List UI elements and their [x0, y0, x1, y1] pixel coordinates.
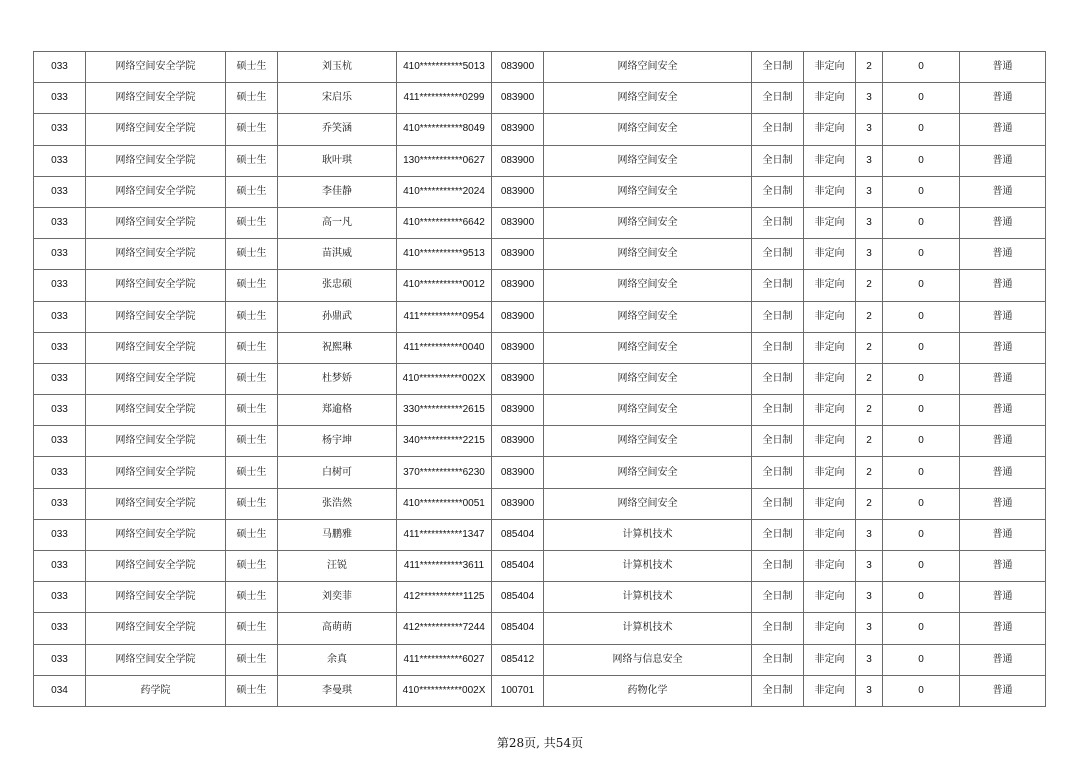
cell-col-b: 0 [883, 114, 960, 145]
cell-col-b: 0 [883, 301, 960, 332]
cell-col-a: 2 [856, 332, 883, 363]
cell-col-b: 0 [883, 332, 960, 363]
table-row [34, 426, 1046, 457]
table-row [34, 613, 1046, 644]
cell-id-number: 410***********6642 [397, 207, 492, 238]
cell-study-mode: 全日制 [752, 207, 804, 238]
cell-major-name: 网络空间安全 [544, 426, 752, 457]
cell-col-b: 0 [883, 519, 960, 550]
cell-unit-code: 033 [34, 270, 86, 301]
cell-name: 郑逾格 [278, 395, 397, 426]
cell-category: 普通 [960, 114, 1046, 145]
cell-major-name: 网络空间安全 [544, 332, 752, 363]
cell-placement-type: 非定向 [804, 551, 856, 582]
cell-school: 网络空间安全学院 [86, 207, 226, 238]
cell-degree-level: 硕士生 [226, 551, 278, 582]
cell-category: 普通 [960, 582, 1046, 613]
cell-col-b: 0 [883, 52, 960, 83]
cell-major-code: 083900 [492, 52, 544, 83]
cell-major-code: 083900 [492, 83, 544, 114]
cell-unit-code: 033 [34, 114, 86, 145]
cell-col-b: 0 [883, 207, 960, 238]
cell-school: 网络空间安全学院 [86, 83, 226, 114]
cell-study-mode: 全日制 [752, 675, 804, 706]
cell-category: 普通 [960, 551, 1046, 582]
cell-col-a: 2 [856, 363, 883, 394]
cell-major-name: 计算机技术 [544, 613, 752, 644]
cell-placement-type: 非定向 [804, 644, 856, 675]
cell-col-b: 0 [883, 145, 960, 176]
cell-school: 网络空间安全学院 [86, 644, 226, 675]
cell-school: 网络空间安全学院 [86, 426, 226, 457]
cell-id-number: 411***********1347 [397, 519, 492, 550]
cell-study-mode: 全日制 [752, 395, 804, 426]
cell-col-b: 0 [883, 83, 960, 114]
cell-study-mode: 全日制 [752, 301, 804, 332]
cell-study-mode: 全日制 [752, 426, 804, 457]
cell-col-a: 2 [856, 270, 883, 301]
cell-school: 网络空间安全学院 [86, 239, 226, 270]
cell-col-b: 0 [883, 363, 960, 394]
cell-study-mode: 全日制 [752, 332, 804, 363]
cell-category: 普通 [960, 239, 1046, 270]
cell-category: 普通 [960, 176, 1046, 207]
cell-study-mode: 全日制 [752, 457, 804, 488]
cell-unit-code: 033 [34, 582, 86, 613]
cell-name: 高萌萌 [278, 613, 397, 644]
cell-name: 白树可 [278, 457, 397, 488]
table-row [34, 301, 1046, 332]
table-row [34, 145, 1046, 176]
cell-major-code: 085404 [492, 551, 544, 582]
cell-category: 普通 [960, 207, 1046, 238]
cell-major-name: 网络空间安全 [544, 52, 752, 83]
cell-col-b: 0 [883, 613, 960, 644]
cell-name: 张忠硕 [278, 270, 397, 301]
cell-major-name: 网络空间安全 [544, 114, 752, 145]
cell-name: 孙鼎武 [278, 301, 397, 332]
cell-name: 高一凡 [278, 207, 397, 238]
cell-degree-level: 硕士生 [226, 332, 278, 363]
cell-id-number: 410***********2024 [397, 176, 492, 207]
cell-placement-type: 非定向 [804, 114, 856, 145]
cell-unit-code: 033 [34, 332, 86, 363]
cell-placement-type: 非定向 [804, 613, 856, 644]
cell-placement-type: 非定向 [804, 301, 856, 332]
cell-major-code: 083900 [492, 145, 544, 176]
cell-col-a: 3 [856, 551, 883, 582]
cell-degree-level: 硕士生 [226, 582, 278, 613]
table-row [34, 644, 1046, 675]
table-row [34, 582, 1046, 613]
cell-col-a: 3 [856, 239, 883, 270]
cell-major-code: 083900 [492, 395, 544, 426]
cell-name: 张浩然 [278, 488, 397, 519]
cell-degree-level: 硕士生 [226, 114, 278, 145]
cell-col-a: 3 [856, 83, 883, 114]
cell-major-name: 计算机技术 [544, 551, 752, 582]
cell-unit-code: 033 [34, 145, 86, 176]
cell-category: 普通 [960, 363, 1046, 394]
cell-category: 普通 [960, 644, 1046, 675]
cell-col-b: 0 [883, 457, 960, 488]
cell-category: 普通 [960, 270, 1046, 301]
cell-col-a: 3 [856, 675, 883, 706]
cell-id-number: 410***********002X [397, 675, 492, 706]
cell-id-number: 410***********8049 [397, 114, 492, 145]
cell-study-mode: 全日制 [752, 270, 804, 301]
cell-col-b: 0 [883, 239, 960, 270]
cell-unit-code: 033 [34, 395, 86, 426]
table-row [34, 114, 1046, 145]
cell-degree-level: 硕士生 [226, 426, 278, 457]
cell-major-name: 网络空间安全 [544, 83, 752, 114]
cell-school: 网络空间安全学院 [86, 301, 226, 332]
cell-degree-level: 硕士生 [226, 519, 278, 550]
cell-name: 汪锐 [278, 551, 397, 582]
cell-school: 网络空间安全学院 [86, 114, 226, 145]
page-number: 第28页, 共54页 [496, 736, 584, 750]
cell-col-a: 3 [856, 613, 883, 644]
cell-major-name: 网络空间安全 [544, 395, 752, 426]
cell-degree-level: 硕士生 [226, 83, 278, 114]
cell-study-mode: 全日制 [752, 644, 804, 675]
cell-major-name: 网络空间安全 [544, 301, 752, 332]
cell-id-number: 411***********0954 [397, 301, 492, 332]
cell-unit-code: 033 [34, 176, 86, 207]
cell-placement-type: 非定向 [804, 270, 856, 301]
cell-id-number: 410***********5013 [397, 52, 492, 83]
cell-major-code: 100701 [492, 675, 544, 706]
cell-col-b: 0 [883, 582, 960, 613]
cell-degree-level: 硕士生 [226, 207, 278, 238]
cell-study-mode: 全日制 [752, 519, 804, 550]
cell-unit-code: 033 [34, 426, 86, 457]
cell-category: 普通 [960, 395, 1046, 426]
cell-major-name: 网络空间安全 [544, 207, 752, 238]
cell-col-a: 3 [856, 114, 883, 145]
cell-id-number: 130***********0627 [397, 145, 492, 176]
cell-col-b: 0 [883, 395, 960, 426]
cell-degree-level: 硕士生 [226, 301, 278, 332]
cell-col-b: 0 [883, 675, 960, 706]
cell-degree-level: 硕士生 [226, 644, 278, 675]
cell-category: 普通 [960, 301, 1046, 332]
cell-major-code: 083900 [492, 488, 544, 519]
cell-major-name: 计算机技术 [544, 519, 752, 550]
cell-id-number: 411***********0299 [397, 83, 492, 114]
cell-degree-level: 硕士生 [226, 239, 278, 270]
cell-school: 网络空间安全学院 [86, 551, 226, 582]
cell-unit-code: 033 [34, 488, 86, 519]
cell-degree-level: 硕士生 [226, 395, 278, 426]
cell-placement-type: 非定向 [804, 207, 856, 238]
cell-major-code: 083900 [492, 239, 544, 270]
cell-placement-type: 非定向 [804, 145, 856, 176]
cell-col-a: 3 [856, 644, 883, 675]
cell-id-number: 330***********2615 [397, 395, 492, 426]
cell-major-code: 085404 [492, 519, 544, 550]
cell-major-code: 083900 [492, 457, 544, 488]
cell-category: 普通 [960, 426, 1046, 457]
cell-category: 普通 [960, 332, 1046, 363]
cell-col-a: 2 [856, 488, 883, 519]
table-row [34, 488, 1046, 519]
cell-placement-type: 非定向 [804, 488, 856, 519]
cell-id-number: 410***********002X [397, 363, 492, 394]
cell-study-mode: 全日制 [752, 613, 804, 644]
cell-category: 普通 [960, 83, 1046, 114]
cell-placement-type: 非定向 [804, 176, 856, 207]
cell-major-code: 083900 [492, 270, 544, 301]
cell-major-code: 085404 [492, 582, 544, 613]
cell-major-name: 网络空间安全 [544, 176, 752, 207]
cell-unit-code: 033 [34, 613, 86, 644]
cell-unit-code: 033 [34, 239, 86, 270]
cell-name: 祝熙琳 [278, 332, 397, 363]
cell-study-mode: 全日制 [752, 176, 804, 207]
cell-col-a: 2 [856, 301, 883, 332]
cell-name: 马鹏雅 [278, 519, 397, 550]
cell-degree-level: 硕士生 [226, 457, 278, 488]
cell-category: 普通 [960, 488, 1046, 519]
cell-major-name: 网络空间安全 [544, 488, 752, 519]
table-row [34, 551, 1046, 582]
cell-school: 网络空间安全学院 [86, 488, 226, 519]
cell-col-b: 0 [883, 176, 960, 207]
cell-placement-type: 非定向 [804, 582, 856, 613]
cell-col-b: 0 [883, 488, 960, 519]
cell-study-mode: 全日制 [752, 145, 804, 176]
table-row [34, 270, 1046, 301]
cell-unit-code: 033 [34, 457, 86, 488]
cell-major-name: 网络空间安全 [544, 145, 752, 176]
cell-category: 普通 [960, 519, 1046, 550]
cell-school: 网络空间安全学院 [86, 52, 226, 83]
cell-unit-code: 033 [34, 207, 86, 238]
cell-id-number: 410***********9513 [397, 239, 492, 270]
cell-degree-level: 硕士生 [226, 675, 278, 706]
cell-name: 杜梦娇 [278, 363, 397, 394]
cell-name: 李曼琪 [278, 675, 397, 706]
cell-major-name: 网络空间安全 [544, 270, 752, 301]
cell-major-name: 药物化学 [544, 675, 752, 706]
cell-school: 网络空间安全学院 [86, 270, 226, 301]
cell-unit-code: 033 [34, 551, 86, 582]
cell-col-a: 2 [856, 457, 883, 488]
cell-category: 普通 [960, 52, 1046, 83]
cell-col-b: 0 [883, 551, 960, 582]
cell-id-number: 412***********1125 [397, 582, 492, 613]
cell-name: 耿叶琪 [278, 145, 397, 176]
cell-major-code: 083900 [492, 363, 544, 394]
cell-col-a: 3 [856, 207, 883, 238]
cell-name: 余真 [278, 644, 397, 675]
cell-placement-type: 非定向 [804, 239, 856, 270]
cell-placement-type: 非定向 [804, 332, 856, 363]
admission-roster-table [33, 51, 1046, 707]
cell-id-number: 411***********3611 [397, 551, 492, 582]
cell-unit-code: 033 [34, 519, 86, 550]
cell-placement-type: 非定向 [804, 52, 856, 83]
cell-unit-code: 033 [34, 83, 86, 114]
table-row [34, 207, 1046, 238]
cell-school: 药学院 [86, 675, 226, 706]
cell-placement-type: 非定向 [804, 426, 856, 457]
cell-category: 普通 [960, 457, 1046, 488]
table-row [34, 332, 1046, 363]
cell-col-a: 3 [856, 582, 883, 613]
cell-major-code: 085412 [492, 644, 544, 675]
cell-school: 网络空间安全学院 [86, 457, 226, 488]
cell-category: 普通 [960, 675, 1046, 706]
cell-major-code: 083900 [492, 114, 544, 145]
cell-col-b: 0 [883, 270, 960, 301]
table-row [34, 675, 1046, 706]
cell-school: 网络空间安全学院 [86, 363, 226, 394]
cell-major-code: 083900 [492, 426, 544, 457]
cell-category: 普通 [960, 145, 1046, 176]
cell-col-a: 2 [856, 52, 883, 83]
cell-id-number: 370***********6230 [397, 457, 492, 488]
cell-id-number: 410***********0051 [397, 488, 492, 519]
cell-school: 网络空间安全学院 [86, 176, 226, 207]
cell-study-mode: 全日制 [752, 52, 804, 83]
cell-id-number: 412***********7244 [397, 613, 492, 644]
cell-col-a: 2 [856, 395, 883, 426]
cell-id-number: 340***********2215 [397, 426, 492, 457]
cell-major-name: 计算机技术 [544, 582, 752, 613]
cell-placement-type: 非定向 [804, 675, 856, 706]
cell-placement-type: 非定向 [804, 395, 856, 426]
cell-major-code: 083900 [492, 301, 544, 332]
cell-col-a: 3 [856, 519, 883, 550]
cell-degree-level: 硕士生 [226, 52, 278, 83]
cell-study-mode: 全日制 [752, 114, 804, 145]
cell-unit-code: 033 [34, 52, 86, 83]
table-row [34, 83, 1046, 114]
cell-unit-code: 033 [34, 644, 86, 675]
cell-name: 乔笑涵 [278, 114, 397, 145]
cell-name: 刘奕菲 [278, 582, 397, 613]
cell-col-a: 3 [856, 145, 883, 176]
cell-col-a: 3 [856, 176, 883, 207]
cell-col-b: 0 [883, 644, 960, 675]
cell-col-a: 2 [856, 426, 883, 457]
cell-major-code: 083900 [492, 207, 544, 238]
cell-id-number: 411***********0040 [397, 332, 492, 363]
cell-major-name: 网络与信息安全 [544, 644, 752, 675]
cell-unit-code: 033 [34, 363, 86, 394]
cell-unit-code: 034 [34, 675, 86, 706]
cell-name: 宋启乐 [278, 83, 397, 114]
table-row [34, 52, 1046, 83]
cell-major-name: 网络空间安全 [544, 457, 752, 488]
cell-school: 网络空间安全学院 [86, 519, 226, 550]
cell-study-mode: 全日制 [752, 488, 804, 519]
cell-id-number: 410***********0012 [397, 270, 492, 301]
table-row [34, 395, 1046, 426]
cell-degree-level: 硕士生 [226, 176, 278, 207]
cell-placement-type: 非定向 [804, 83, 856, 114]
cell-degree-level: 硕士生 [226, 270, 278, 301]
cell-study-mode: 全日制 [752, 83, 804, 114]
cell-col-b: 0 [883, 426, 960, 457]
cell-placement-type: 非定向 [804, 363, 856, 394]
cell-placement-type: 非定向 [804, 457, 856, 488]
cell-school: 网络空间安全学院 [86, 613, 226, 644]
table-row [34, 239, 1046, 270]
cell-study-mode: 全日制 [752, 363, 804, 394]
cell-name: 苗淇威 [278, 239, 397, 270]
cell-id-number: 411***********6027 [397, 644, 492, 675]
cell-school: 网络空间安全学院 [86, 395, 226, 426]
cell-major-code: 085404 [492, 613, 544, 644]
cell-study-mode: 全日制 [752, 582, 804, 613]
cell-school: 网络空间安全学院 [86, 582, 226, 613]
table-row [34, 457, 1046, 488]
table-row [34, 176, 1046, 207]
cell-placement-type: 非定向 [804, 519, 856, 550]
cell-name: 刘玉杭 [278, 52, 397, 83]
cell-name: 李佳静 [278, 176, 397, 207]
table-row [34, 519, 1046, 550]
table-row [34, 363, 1046, 394]
cell-degree-level: 硕士生 [226, 145, 278, 176]
cell-major-code: 083900 [492, 332, 544, 363]
cell-degree-level: 硕士生 [226, 613, 278, 644]
cell-category: 普通 [960, 613, 1046, 644]
cell-study-mode: 全日制 [752, 239, 804, 270]
cell-degree-level: 硕士生 [226, 363, 278, 394]
cell-unit-code: 033 [34, 301, 86, 332]
cell-school: 网络空间安全学院 [86, 145, 226, 176]
cell-school: 网络空间安全学院 [86, 332, 226, 363]
cell-degree-level: 硕士生 [226, 488, 278, 519]
cell-study-mode: 全日制 [752, 551, 804, 582]
cell-name: 杨宇坤 [278, 426, 397, 457]
cell-major-name: 网络空间安全 [544, 239, 752, 270]
cell-major-code: 083900 [492, 176, 544, 207]
cell-major-name: 网络空间安全 [544, 363, 752, 394]
